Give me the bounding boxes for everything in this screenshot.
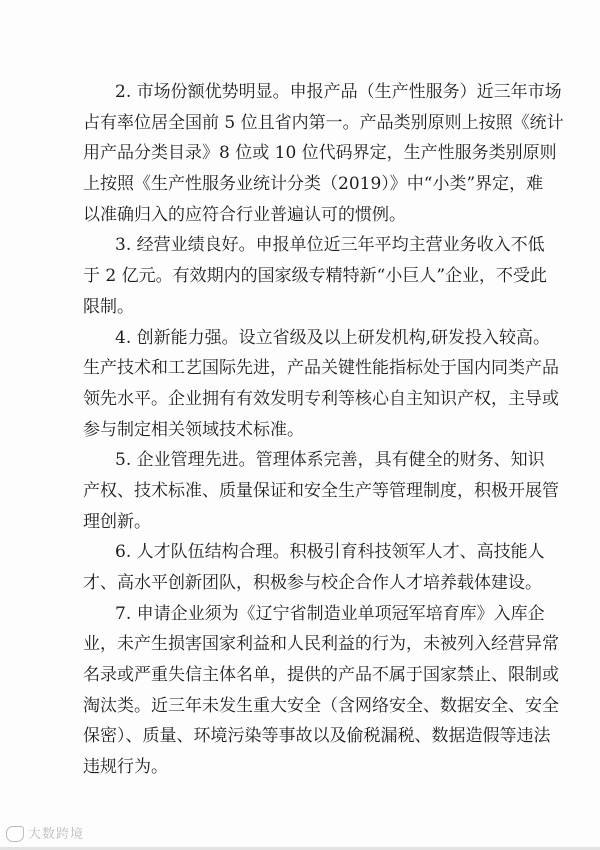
watermark-text: 大数跨境 — [28, 826, 85, 842]
paragraph-line: 保密）、质量、环境污染等事故以及偷税漏税、数据造假等违法 — [83, 726, 551, 747]
paragraph-line: 违规行为。 — [83, 757, 168, 778]
watermark-logo-icon — [6, 826, 24, 842]
paragraph-line: 占有率位居全国前 5 位且省内第一。产品类别原则上按照《统计 — [83, 112, 564, 133]
paragraph-line: 业，未产生损害国家利益和人民利益的行为，未被列入经营异常 — [83, 634, 559, 655]
paragraph-line: 7. 申请企业须为《辽宁省制造业单项冠军培育库》入库企 — [115, 603, 545, 624]
paragraph-line: 6. 人才队伍结构合理。积极引育科技领军人才、高技能人 — [115, 542, 545, 563]
paragraph-line: 5. 企业管理先进。管理体系完善，具有健全的财务、知识 — [115, 450, 545, 471]
paragraph-line: 于 2 亿元。有效期内的国家级专精特新“小巨人”企业，不受此 — [83, 266, 548, 287]
paragraph-line: 上按照《生产性服务业统计分类（2019）》中“小类”界定，难 — [83, 174, 544, 195]
watermark — [6, 823, 84, 843]
paragraph — [83, 537, 545, 598]
paragraph — [83, 77, 564, 230]
paragraph — [83, 230, 548, 322]
paragraph-line: 限制。 — [83, 296, 134, 317]
paragraph-line: 领先水平。企业拥有有效发明专利等核心自主知识产权，主导或 — [83, 388, 559, 409]
paragraph-line: 3. 经营业绩良好。申报单位近三年平均主营业务收入不低 — [115, 235, 545, 256]
paragraph-line: 生产技术和工艺国际先进，产品关键性能指标处于国内同类产品 — [83, 358, 559, 379]
paragraph-line: 产权、技术标准、质量保证和安全生产等管理制度，积极开展管 — [83, 480, 559, 501]
document-body — [83, 77, 564, 783]
paragraph — [83, 445, 559, 537]
paragraph — [83, 599, 559, 783]
paragraph-line: 以准确归入的应符合行业普遍认可的惯例。 — [83, 204, 406, 225]
paragraph-line: 4. 创新能力强。设立省级及以上研发机构,研发投入较高。 — [115, 327, 551, 348]
paragraph — [83, 323, 559, 446]
paragraph-line: 名录或严重失信主体名单，提供的产品不属于国家禁止、限制或 — [83, 665, 559, 686]
paragraph-line: 才、高水平创新团队，积极参与校企合作人才培养载体建设。 — [83, 573, 542, 593]
paragraph-line: 2. 市场份额优势明显。申报产品（生产性服务）近三年市场 — [115, 82, 562, 102]
paragraph-line: 理创新。 — [83, 511, 151, 532]
paragraph-line: 用产品分类目录》8 位或 10 位代码界定，生产性服务类别原则 — [83, 143, 557, 164]
paragraph-line: 淘汰类。近三年未发生重大安全（含网络安全、数据安全、安全 — [83, 695, 559, 716]
paragraph-line: 参与制定相关领域技术标准。 — [83, 419, 304, 440]
